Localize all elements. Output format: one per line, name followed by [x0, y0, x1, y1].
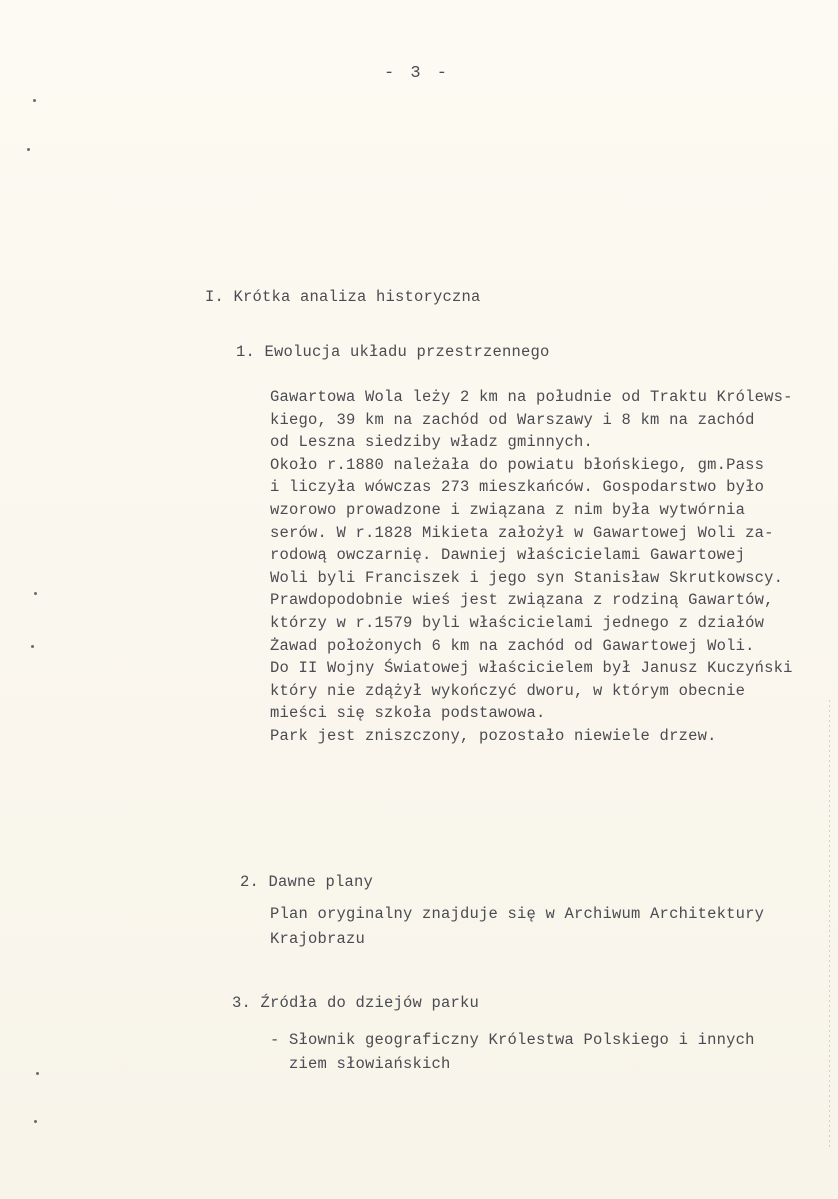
scan-speck	[33, 99, 36, 102]
text-line: od Leszna siedziby władz gminnych.	[270, 433, 594, 452]
subsection-2-line-2: Krajobrazu	[270, 930, 366, 948]
subsection-2-line-1: Plan oryginalny znajduje się w Archiwum Architektury	[270, 905, 765, 923]
text-line: mieści się szkoła podstawowa.	[270, 704, 546, 723]
text-line: którzy w r.1579 byli właścicielami jednego z działów	[270, 613, 765, 632]
scan-speck	[31, 645, 34, 648]
text-line: wzorowo prowadzone i związana z nim była wytwórnia	[270, 500, 746, 519]
text-line: Do II Wojny Światowej właścicielem był Janusz Kuczyński	[270, 659, 793, 678]
text-line: serów. W r.1828 Mikieta założył w Gawartowej Woli za-	[270, 523, 774, 542]
subsection-heading-3: 3. Źródła do dziejów parku	[232, 994, 480, 1012]
scan-speck	[34, 592, 37, 595]
subsection-3-line-2: ziem słowiańskich	[270, 1055, 451, 1073]
page-edge-line	[829, 700, 830, 1150]
text-line: Woli byli Franciszek i jego syn Stanisław Skrutkowscy.	[270, 568, 784, 587]
section-heading: I. Krótka analiza historyczna	[205, 288, 481, 306]
subsection-3-line-1: - Słownik geograficzny Królestwa Polskiego i innych	[270, 1031, 755, 1049]
text-line: Gawartowa Wola leży 2 km na południe od Traktu Królews-	[270, 388, 793, 406]
text-line: kiego, 39 km na zachód od Warszawy i 8 km na zachód	[270, 410, 755, 429]
text-line: rodową owczarnię. Dawniej właścicielami Gawartowej	[270, 546, 746, 565]
text-line: Prawdopodobnie wieś jest związana z rodziną Gawartów,	[270, 591, 774, 610]
subsection-1-paragraph	[270, 386, 838, 748]
text-line: i liczyła wówczas 273 mieszkańców. Gospodarstwo było	[270, 478, 765, 497]
scan-speck	[27, 148, 30, 151]
text-line: Żawad położonych 6 km na zachód od Gawartowej Woli.	[270, 636, 755, 655]
text-line: który nie zdążył wykończyć dworu, w którym obecnie	[270, 681, 746, 700]
page-number: - 3 -	[384, 64, 451, 83]
subsection-heading-1: 1. Ewolucja układu przestrzennego	[236, 343, 550, 361]
text-line: Około r.1880 należała do powiatu błońskiego, gm.Pass	[270, 455, 765, 474]
subsection-heading-2: 2. Dawne plany	[240, 873, 374, 891]
scan-speck	[34, 1120, 37, 1123]
text-line: Park jest zniszczony, pozostało niewiele drzew.	[270, 726, 717, 745]
scan-speck	[36, 1072, 39, 1075]
